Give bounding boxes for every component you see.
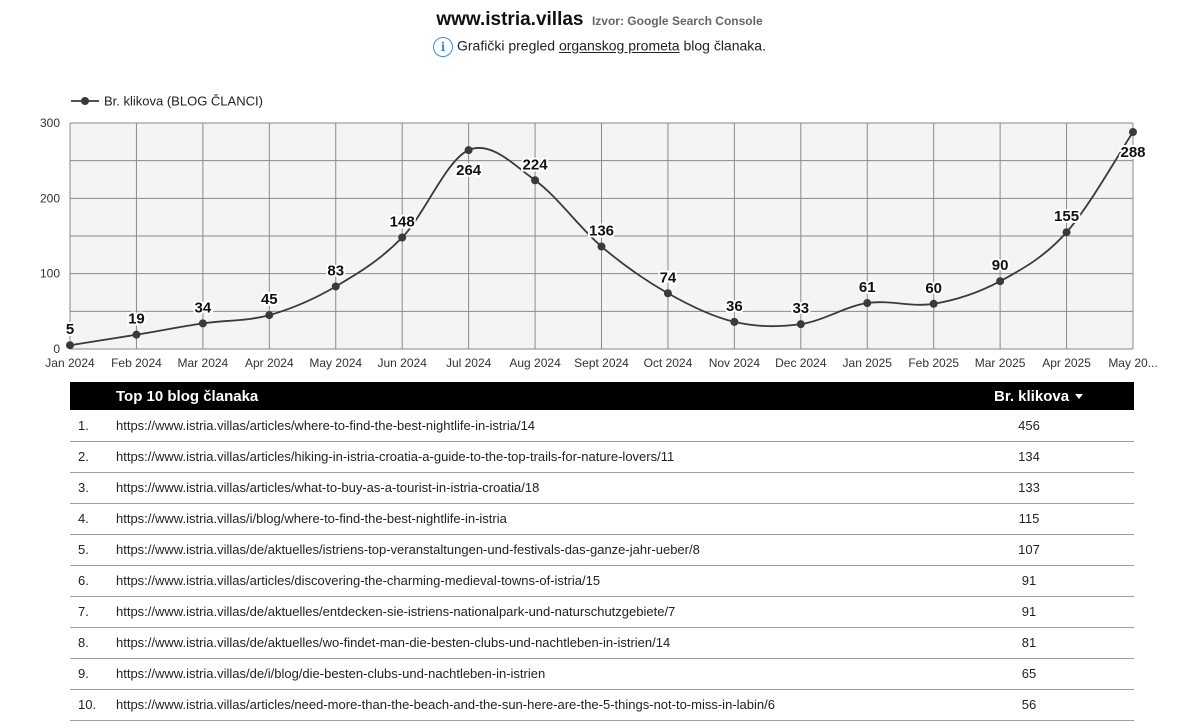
row-clicks: 134 — [1018, 449, 1040, 464]
row-url[interactable]: https://www.istria.villas/articles/where-to-find-the-best-nightlife-in-istria/14 — [116, 417, 536, 433]
x-tick-label: Aug 2024 — [509, 356, 561, 370]
data-label: 61 — [858, 279, 876, 297]
row-index: 1. — [78, 417, 89, 433]
row-index: 3. — [78, 480, 89, 495]
header-index — [70, 382, 116, 410]
table-row[interactable] — [70, 534, 1134, 565]
x-tick-label: Feb 2025 — [908, 356, 960, 370]
data-point — [132, 331, 140, 339]
source-label: Izvor: Google Search Console — [591, 14, 763, 28]
row-url[interactable]: https://www.istria.villas/de/aktuelles/istriens-top-veranstaltungen-und-festivals-das-ganze-jahr-ueber/8 — [116, 542, 700, 557]
row-index: 8. — [78, 635, 89, 650]
row-clicks: 115 — [1018, 511, 1040, 526]
y-tick-label: 0 — [53, 342, 60, 356]
report-description — [0, 37, 1199, 57]
description-text-start: Grafički pregled — [457, 37, 559, 54]
data-label: 19 — [128, 310, 145, 328]
legend-marker — [81, 97, 89, 105]
x-tick-label: Jun 2024 — [377, 356, 427, 370]
data-point — [996, 277, 1004, 285]
data-label: 74 — [659, 269, 677, 287]
row-url[interactable]: https://www.istria.villas/de/aktuelles/wo-findet-man-die-besten-clubs-und-nachtleben-in-istrien/14 — [116, 635, 671, 650]
row-clicks: 91 — [1021, 573, 1037, 588]
table-header-row — [70, 382, 1134, 410]
data-label: 224 — [522, 156, 548, 174]
top-articles-table — [70, 382, 1134, 721]
data-label: 288 — [1120, 144, 1146, 162]
data-point — [398, 234, 406, 242]
row-url[interactable]: https://www.istria.villas/articles/hiking-in-istria-croatia-a-guide-to-the-top-trails-for-nature-lovers/11 — [116, 449, 675, 464]
table-body — [70, 410, 1134, 720]
data-point — [332, 282, 340, 290]
row-clicks: 107 — [1018, 542, 1040, 557]
data-label: 155 — [1054, 208, 1080, 226]
table-row[interactable] — [70, 627, 1134, 658]
data-point — [930, 300, 938, 308]
x-tick-label: Feb 2024 — [111, 356, 162, 370]
row-url[interactable]: https://www.istria.villas/de/i/blog/die-besten-clubs-und-nachtleben-in-istrien — [116, 666, 546, 681]
data-label: 33 — [792, 300, 810, 318]
row-url[interactable]: https://www.istria.villas/articles/what-to-buy-as-a-tourist-in-istria-croatia/18 — [116, 480, 540, 495]
organic-traffic-link[interactable]: organskog prometa — [558, 37, 680, 54]
data-point — [465, 146, 473, 154]
description-text-end: blog članaka. — [679, 37, 766, 54]
row-url[interactable]: https://www.istria.villas/i/blog/where-to-find-the-best-nightlife-in-istria — [116, 511, 507, 526]
row-index: 6. — [78, 573, 89, 588]
table-row[interactable] — [70, 565, 1134, 596]
data-point — [730, 318, 738, 326]
data-label: 264 — [456, 162, 482, 180]
data-point — [66, 341, 74, 349]
x-tick-label: May 2024 — [309, 356, 363, 370]
x-tick-label: Jan 2025 — [842, 356, 892, 370]
data-label: 45 — [260, 291, 278, 309]
row-clicks: 456 — [1018, 417, 1040, 433]
row-url[interactable]: https://www.istria.villas/de/aktuelles/entdecken-sie-istriens-nationalpark-und-naturschutzgebiete/7 — [116, 604, 676, 619]
y-tick-label: 300 — [39, 116, 60, 130]
data-point — [1063, 228, 1071, 236]
data-label: 36 — [726, 297, 743, 315]
x-tick-label: Oct 2024 — [643, 356, 693, 370]
header-title: Top 10 blog članaka — [116, 387, 259, 405]
y-tick-label: 200 — [39, 191, 60, 206]
header-clicks-sort[interactable] — [994, 382, 1134, 410]
row-clicks: 65 — [1021, 666, 1037, 681]
data-point — [797, 320, 805, 328]
x-tick-label: Mar 2025 — [974, 356, 1026, 370]
data-point — [1129, 128, 1137, 136]
data-label: 148 — [389, 213, 415, 231]
row-url[interactable]: https://www.istria.villas/articles/discovering-the-charming-medieval-towns-of-istria/15 — [116, 573, 601, 588]
x-tick-label: Jul 2024 — [445, 356, 492, 370]
clicks-line-chart — [0, 85, 1199, 380]
x-tick-label: Dec 2024 — [775, 356, 827, 370]
legend-label: Br. klikova (BLOG ČLANCI) — [104, 93, 263, 109]
row-clicks: 133 — [1018, 480, 1040, 495]
row-clicks: 56 — [1021, 697, 1037, 712]
x-tick-label: Sept 2024 — [574, 356, 629, 370]
row-index: 4. — [78, 511, 89, 526]
table-row[interactable] — [70, 596, 1134, 627]
x-tick-label: Nov 2024 — [708, 356, 761, 370]
x-tick-label: Apr 2024 — [244, 356, 294, 370]
data-point — [531, 176, 539, 184]
row-clicks: 81 — [1021, 635, 1037, 650]
row-index: 2. — [78, 449, 89, 464]
x-tick-label: Apr 2025 — [1042, 356, 1091, 370]
data-label: 5 — [65, 321, 75, 339]
data-label: 83 — [327, 262, 345, 280]
row-index: 10. — [78, 697, 97, 712]
table-row[interactable] — [70, 410, 1134, 441]
table-row[interactable] — [70, 472, 1134, 503]
site-title: www.istria.villas — [436, 9, 584, 30]
table-row[interactable] — [70, 441, 1134, 472]
info-icon[interactable]: i — [433, 37, 453, 57]
data-label: 136 — [588, 222, 615, 240]
data-label: 34 — [194, 299, 212, 317]
table-row[interactable] — [70, 689, 1134, 720]
data-point — [664, 289, 672, 297]
data-point — [863, 299, 871, 307]
data-point — [598, 243, 606, 251]
row-url[interactable]: https://www.istria.villas/articles/need-more-than-the-beach-and-the-sun-here-are-the-5-things-not-to-miss-in-labin/6 — [116, 697, 775, 712]
table-row[interactable] — [70, 503, 1134, 534]
data-label: 90 — [991, 257, 1009, 275]
row-index: 9. — [78, 666, 89, 681]
report-header — [0, 9, 1199, 31]
sort-desc-icon — [1075, 394, 1083, 399]
data-label: 60 — [925, 279, 943, 297]
x-tick-label: Jan 2024 — [45, 356, 95, 370]
table-row[interactable] — [70, 658, 1134, 689]
row-clicks: 91 — [1021, 604, 1037, 619]
y-tick-label: 100 — [39, 266, 60, 281]
x-tick-label: May 20... — [1108, 356, 1158, 370]
header-clicks-label: Br. klikova — [994, 387, 1070, 405]
x-tick-label: Mar 2024 — [177, 356, 229, 370]
row-index: 5. — [78, 542, 89, 557]
data-point — [265, 311, 273, 319]
row-index: 7. — [78, 604, 89, 619]
data-point — [199, 319, 207, 327]
